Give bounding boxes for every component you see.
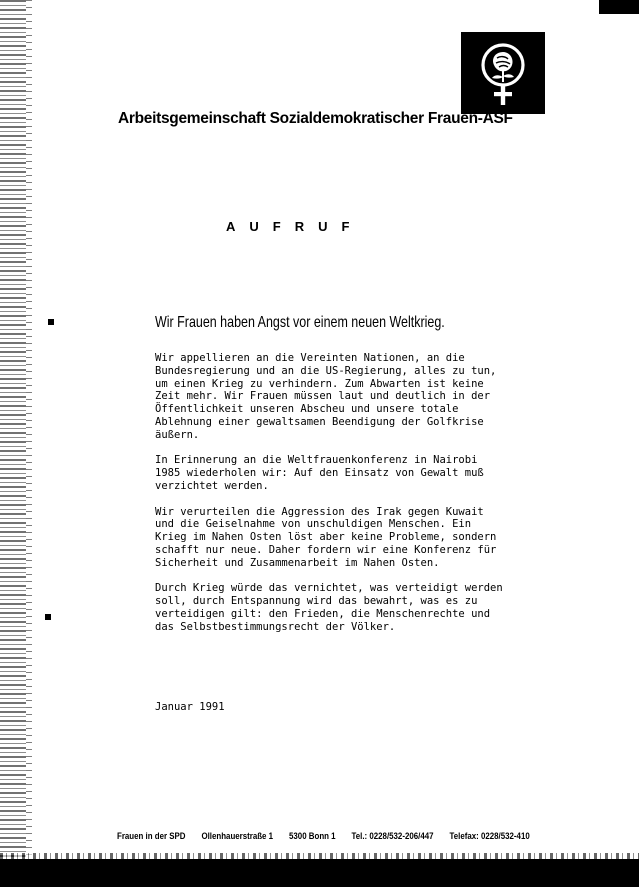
- scan-edge-left: [0, 0, 26, 887]
- paragraph: Durch Krieg würde das vernichtet, was verteidigt werden soll, durch Entspannung wird das bewahrt, was es zu verteidigen gilt: den Frieden, die Menschenrechte und das Selbstbestimmungsrecht der Völker.: [155, 582, 503, 633]
- scan-edge-shadow: [26, 0, 32, 887]
- margin-mark: [45, 614, 51, 620]
- document-subtitle: Wir Frauen haben Angst vor einem neuen Weltkrieg.: [155, 314, 445, 331]
- rose-venus-symbol-icon: [461, 32, 545, 114]
- document-body: [155, 352, 575, 646]
- paragraph: Wir verurteilen die Aggression des Irak gegen Kuwait und die Geiselnahme von unschuldigen Menschen. Ein Krieg im Nahen Osten löst aber keine Probleme, sondern schafft nur neue. Daher fordern wir eine Konferenz für Sicherheit und Zusammenarbeit im Nahen Osten.: [155, 505, 497, 569]
- footer-org: Frauen in der SPD: [117, 831, 186, 841]
- paragraph: In Erinnerung an die Weltfrauenkonferenz in Nairobi 1985 wiederholen wir: Auf den Einsatz von Gewalt muß verzichtet werden.: [155, 454, 484, 492]
- scan-edge-bottom: [0, 859, 639, 887]
- margin-mark: [48, 319, 54, 325]
- footer-fax: Telefax: 0228/532-410: [449, 831, 530, 841]
- document-date: Januar 1991: [155, 701, 225, 713]
- document-heading: AUFRUF: [226, 219, 364, 234]
- footer-address: [117, 831, 530, 841]
- footer-street: Ollenhauerstraße 1: [201, 831, 274, 841]
- asf-logo: [461, 32, 545, 114]
- footer-phone: Tel.: 0228/532-206/447: [351, 831, 434, 841]
- organization-name: Arbeitsgemeinschaft Sozialdemokratischer Frauen-ASF: [118, 110, 513, 127]
- paragraph: Wir appellieren an die Vereinten Nationen, an die Bundesregierung und an die US-Regierung, alles zu tun, um einen Krieg zu verhindern. Zum Abwarten ist keine Zeit mehr. Wir Frauen müssen laut und deutlich in der Öffentlichkeit unseren Abscheu und unsere totale Ablehnung einer gewaltsamen Beendigung der Golfkrise äußern.: [155, 352, 497, 441]
- footer-city: 5300 Bonn 1: [289, 831, 336, 841]
- scan-corner-top-right: [599, 0, 639, 14]
